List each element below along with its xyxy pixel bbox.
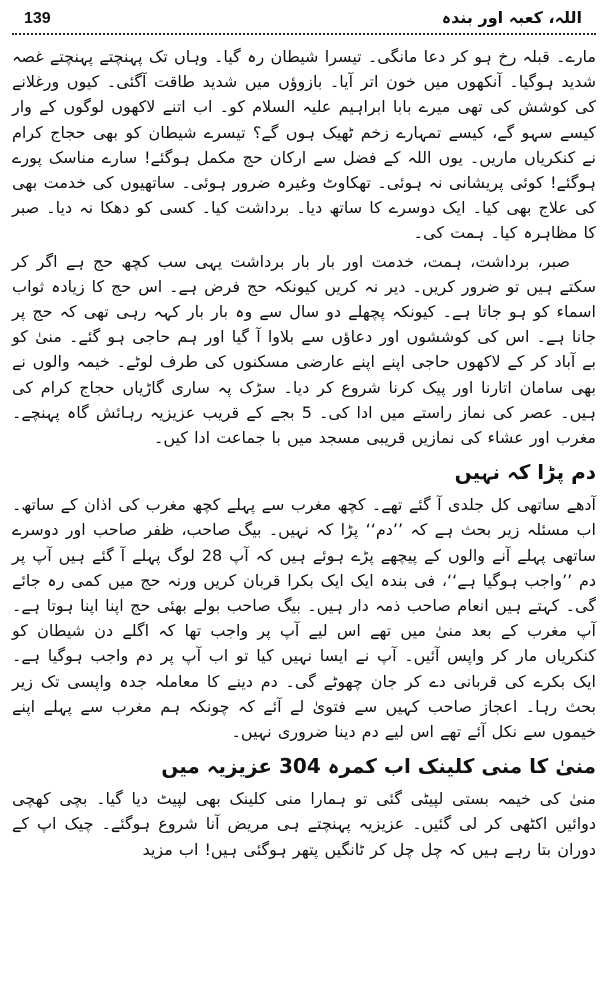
section-heading-dam: دم پڑا کہ نہیں bbox=[454, 460, 596, 485]
running-title: اللہ، کعبہ اور بندہ bbox=[441, 8, 582, 27]
header-divider bbox=[12, 33, 596, 35]
page-number: 139 bbox=[24, 10, 51, 27]
paragraph-4: منیٰ کی خیمہ بستی لپیٹی گئی تو ہمارا منی کلینک بھی لپیٹ دیا گیا۔ بچی کھچی دوائیں اکٹھی کر لی گئیں۔ عزیزیہ پہنچتے ہی مریض آنا شروع ہوگئے۔ چیک اپ کے دوران بتا رہے ہیں کہ چل چل کر ٹانگیں پتھر ہوگئی ہیں! اب مزید bbox=[12, 789, 596, 859]
paragraph-3: آدھے ساتھی کل جلدی آ گئے تھے۔ کچھ مغرب سے پہلے کچھ مغرب کی اذان کے ساتھ۔ اب مسئلہ زیر بحث ہے کہ ’’دم‘‘ پڑا کہ نہیں۔ بیگ صاحب، ظفر صاحب اور دوسرے ساتھی پہلے آنے والوں کے پیچھے پڑے ہوئے ہیں کہ آپ 28 لوگ پہلے آ گئے ہیں آپ پر دم ’’واجب ہوگیا ہے‘‘، فی بندہ ایک ایک بکرا قربان کریں ورنہ حج میں کمی رہ جائے گی۔ کہتے ہیں انعام صاحب ذمہ دار ہیں۔ بیگ صاحب بولے بھئی حج اپنا اپنا ہوتا ہے۔ آپ مغرب کے بعد منیٰ میں تھے اس لیے آپ پر واجب تھا کہ اگلے دن شیطان کو کنکریاں مار کر واپس آئیں۔ آپ نے ایسا نہیں کیا تو اب آپ پر دم واجب ہوگیا ہے۔ ایک بکرے کی قربانی دے کر جان چھوٹے گی۔ دم دینے کا معاملہ جدہ واپسی تک زیر بحث رہا۔ اعجاز صاحب کہیں سے فتویٰ لے آئے کہ چونکہ ہم مغرب سے پہلے اپنے خیموں سے نکل آئے تھے اس لیے دم دینا ضروری نہیں۔ bbox=[12, 495, 596, 742]
paragraph-2: صبر، برداشت، ہمت، خدمت اور بار بار برداشت یہی سب کچھ حج ہے اگر کر سکتے ہیں تو ضرور کریں۔ دیر نہ کریں کیونکہ حج فرض ہے۔ اس حج کا زیادہ ثواب اسماء کو ہو جاتا ہے۔ کیونکہ پچھلے دو سال سے وہ بار بار کہہ رہی تھی کہ حج پر جانا ہے۔ اس کی کوششوں اور دعاؤں سے بلاوا آ گیا اور ہم حاجی ہو گئے۔ منیٰ کو بے آباد کر کے لاکھوں حاجی اپنے اپنے عارضی مسکنوں کی طرف لوٹے۔ خیمہ والوں نے بھی سامان اتارنا اور پیک کرنا شروع کر دیا۔ سڑک پہ ساری گاڑیاں حجاج کرام کی ہیں۔ عصر کی نماز راستے میں ادا کی۔ 5 بجے کے قریب عزیزیہ رہائش گاہ پہنچے۔ مغرب اور عشاء کی نمازیں قریبی مسجد میں با جماعت ادا کیں۔ bbox=[12, 251, 596, 448]
section-heading-mini-clinic: منیٰ کا منی کلینک اب کمرہ 304 عزیزیہ میں bbox=[161, 754, 596, 779]
paragraph-1: مارے۔ قبلہ رخ ہو کر دعا مانگی۔ تیسرا شیطان رہ گیا۔ وہاں تک پہنچتے پہنچتے غصہ شدید ہوگیا۔ آنکھوں میں خون اتر آیا۔ بازوؤں میں شدید طاقت آگئی۔ کیوں ورغلانے کی کوشش کی تھی میرے بابا ابراہیم علیہ السلام کو۔ اب اتنے لاکھوں لوگوں کے وار کیسے سہو گے، کیسے تمہارے زخم ٹھیک ہوں گے؟ تیسرے شیطان کو بھی حجاج کرام نے کنکریاں ماریں۔ یوں اللہ کے فضل سے ارکان حج مکمل ہوگئے! سارے مناسک پورے ہوگئے! کوئی پریشانی نہ ہوئی۔ تھکاوٹ وغیرہ ضرور ہوئی۔ ساتھیوں کی خدمت بھی کی علاج بھی کیا۔ ایک دوسرے کا ساتھ دیا۔ برداشت کیا۔ کسی کو دھکا نہ دیا۔ صبر کا مظاہرہ کیا۔ ہمت کی۔ bbox=[12, 47, 596, 243]
page-header bbox=[12, 0, 596, 30]
page-body bbox=[12, 44, 596, 862]
